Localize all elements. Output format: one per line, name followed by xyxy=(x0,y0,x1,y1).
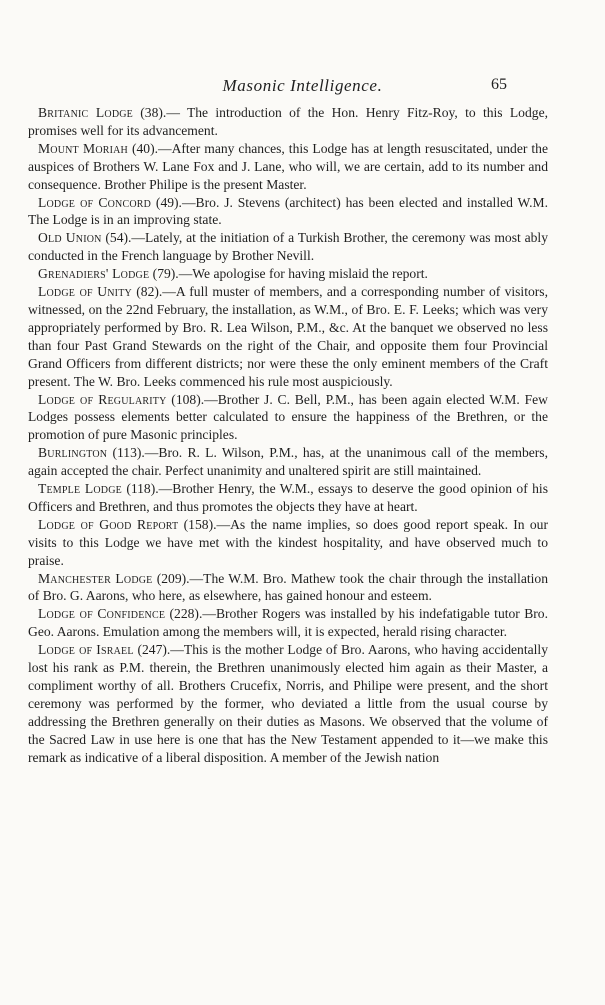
lodge-report-paragraph xyxy=(28,641,548,766)
report-text: (108).—Brother J. C. Bell, P.M., has been again elected W.M. Few Lodges possess elements better calculated to ensure the happiness of the Brethren, or the promotion of pure Masonic principles. xyxy=(28,391,548,443)
report-text: (82).—A full muster of members, and a corresponding number of visitors, witnessed, on the 22nd February, the installation, as W.M., of Bro. E. F. Leeks; which was very appropriately performed by Bro. R. Lea Wilson, P.M., &c. At the banquet we observed no less than four Past Grand Stewards on the right of the Chair, and opposite them four Provincial Grand Officers from different districts; nor were these the only eminent members of the Craft present. The W. Bro. Leeks commenced his rule most auspiciously. xyxy=(28,284,548,389)
lodge-name: Mount Moriah xyxy=(38,140,128,156)
report-text: (40).—After many chances, this Lodge has at length resuscitated, under the auspices of Brothers W. Lane Fox and J. Lane, who will, we are certain, add to its number and consequence. Brother Philipe is the present Master. xyxy=(28,140,548,192)
lodge-report-paragraph xyxy=(28,140,548,194)
lodge-name: Temple Lodge xyxy=(38,481,122,497)
lodge-report-paragraph xyxy=(28,570,548,606)
lodge-name: Grenadiers' Lodge xyxy=(38,266,150,282)
report-text: (79).—We apologise for having mislaid the report. xyxy=(149,266,428,282)
report-text: (49).—Bro. J. Stevens (architect) has been elected and installed W.M. The Lodge is in an improving state. xyxy=(28,194,548,228)
lodge-report-paragraph xyxy=(28,391,548,445)
lodge-report-paragraph xyxy=(28,605,548,641)
report-text: (54).—Lately, at the initiation of a Turkish Brother, the ceremony was most ably conducted in the French language by Brother Nevill. xyxy=(28,230,548,264)
report-text: (38).— The introduction of the Hon. Henry Fitz-Roy, to this Lodge, promises well for its advancement. xyxy=(28,105,548,138)
report-text: (228).—Brother Rogers was installed by his indefatigable tutor Bro. Geo. Aarons. Emulation among the members will, it is expected, herald rising character. xyxy=(28,606,548,640)
lodge-name: Lodge of Unity xyxy=(38,284,132,300)
lodge-report-paragraph xyxy=(28,194,548,230)
lodge-name: Lodge of Confidence xyxy=(38,606,166,622)
report-text: (113).—Bro. R. L. Wilson, P.M., has, at the unanimous call of the members, again accepted the chair. Perfect unanimity and unaltered spirit are still maintained. xyxy=(28,445,548,479)
report-text: (158).—As the name implies, so does good report speak. In our visits to this Lodge we have met with the kindest hospitality, and have observed much to praise. xyxy=(28,516,548,568)
lodge-name: Britanic Lodge xyxy=(38,105,133,120)
lodge-report-paragraph xyxy=(28,516,548,570)
lodge-report-paragraph xyxy=(28,444,548,480)
article-body xyxy=(28,104,548,767)
page-number: 65 xyxy=(491,76,507,93)
page-header xyxy=(0,76,605,96)
lodge-report-paragraph xyxy=(28,265,548,283)
lodge-name: Lodge of Good Report xyxy=(38,516,179,532)
report-text: (209).—The W.M. Bro. Mathew took the chair through the installation of Bro. G. Aarons, who here, as elsewhere, has gained honour and esteem. xyxy=(28,570,549,604)
lodge-report-paragraph xyxy=(28,283,548,390)
lodge-name: Lodge of Israel xyxy=(38,642,134,658)
lodge-name: Old Union xyxy=(38,230,102,246)
lodge-name: Manchester Lodge xyxy=(38,570,153,586)
lodge-report-paragraph xyxy=(28,104,548,140)
report-text: (118).—Brother Henry, the W.M., essays to deserve the good opinion of his Officers and Brethren, and thus promotes the objects they have at heart. xyxy=(28,481,548,514)
lodge-report-paragraph xyxy=(28,480,548,516)
lodge-report-paragraph xyxy=(28,229,548,265)
report-text: (247).—This is the mother Lodge of Bro. Aarons, who having accidentally lost his rank as P.M. therein, the Brethren unanimously elected him again as their Master, a compliment worthy of all. Brothers Crucefix, Norris, and Philipe were present, and the short ceremony was performed by the former, who deviated a little from the usual course by addressing the Brethren generally on their duties as Masons. We observed that the volume of the Sacred Law in use here is one that has the New Testament appended to it—we make this remark as indicative of a liberal disposition. A member of the Jewish nation xyxy=(28,642,548,765)
lodge-name: Lodge of Regularity xyxy=(38,391,167,407)
lodge-name: Burlington xyxy=(38,445,108,461)
lodge-name: Lodge of Concord xyxy=(38,194,152,210)
running-title: Masonic Intelligence. xyxy=(222,76,383,95)
